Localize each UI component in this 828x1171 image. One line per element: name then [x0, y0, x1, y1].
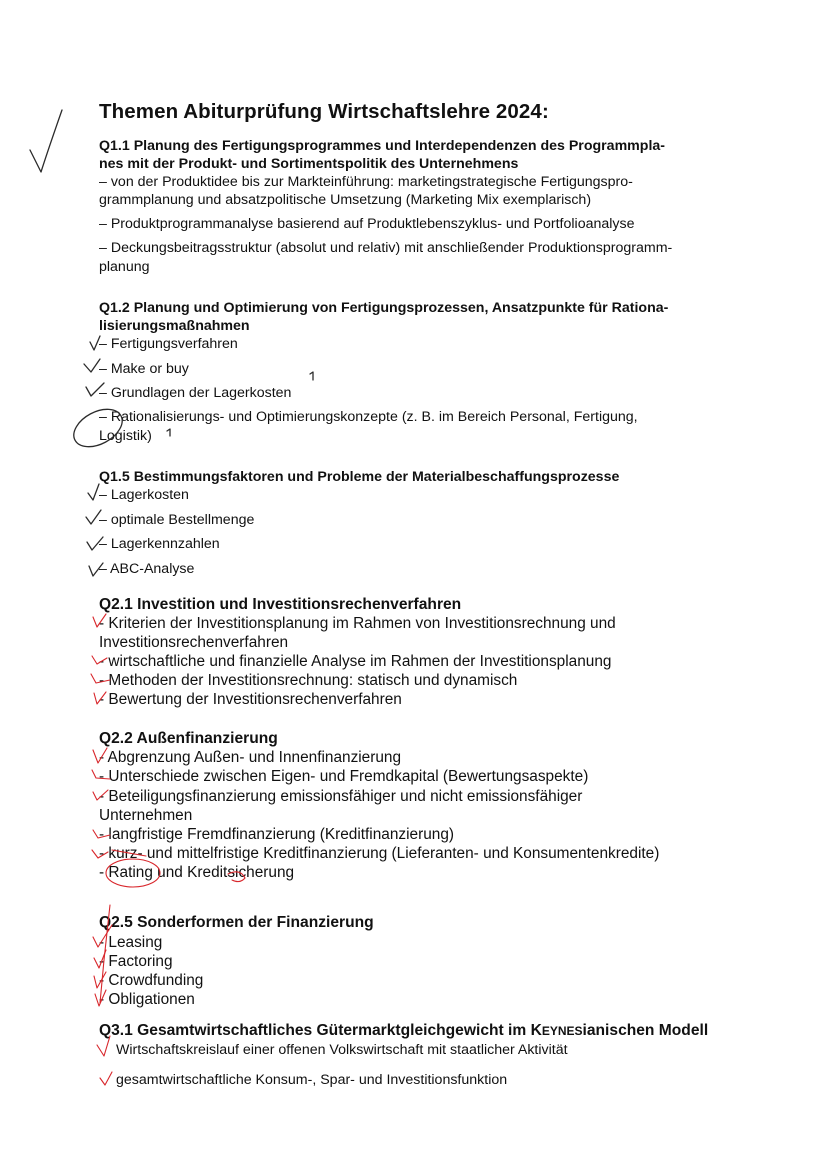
- q12-heading-line1: Q1.2 Planung und Optimierung von Fertigungsprozessen, Ansatzpunkte für Rationa-: [99, 300, 669, 316]
- page-title: Themen Abiturprüfung Wirtschaftslehre 2024:: [99, 100, 549, 123]
- q25-item2: - Factoring: [99, 953, 173, 970]
- q11-heading-line2: nes mit der Produkt- und Sortimentspolitik des Unternehmens: [99, 156, 519, 172]
- q11-item1-line1: – von der Produktidee bis zur Markteinführung: marketingstrategische Fertigungspro-: [99, 174, 633, 190]
- q22-item3-line2: Unternehmen: [99, 807, 193, 824]
- q22-heading: Q2.2 Außenfinanzierung: [99, 730, 278, 747]
- q11-heading-line1: Q1.1 Planung des Fertigungsprogrammes und Interdependenzen des Programmpla-: [99, 138, 666, 154]
- q25-item1: - Leasing: [99, 934, 163, 951]
- q21-item1-line2: Investitionsrechenverfahren: [99, 634, 289, 651]
- q21-item4: - Bewertung der Investitionsrechenverfahren: [99, 691, 402, 708]
- q22-item2: - Unterschiede zwischen Eigen- und Fremdkapital (Bewertungsaspekte): [99, 768, 589, 785]
- q25-heading: Q2.5 Sonderformen der Finanzierung: [99, 914, 374, 931]
- q21-item2: - wirtschaftliche und finanzielle Analyse im Rahmen der Investitionsplanung: [99, 653, 612, 670]
- q31-heading-k: K: [530, 1022, 542, 1039]
- q31-heading-smallcaps: EYNES: [541, 1024, 583, 1038]
- q21-item3: - Methoden der Investitionsrechnung: statisch und dynamisch: [99, 672, 518, 689]
- q12-item3: – Grundlagen der Lagerkosten: [99, 385, 292, 401]
- q31-heading: [99, 1022, 708, 1040]
- q31-item2: gesamtwirtschaftliche Konsum-, Spar- und Investitionsfunktion: [116, 1072, 508, 1088]
- checkmark-icon: [88, 484, 99, 500]
- q12-item2: – Make or buy: [99, 361, 189, 377]
- q22-item1: - Abgrenzung Außen- und Innenfinanzierung: [99, 749, 402, 766]
- q12-item1: – Fertigungsverfahren: [99, 336, 238, 352]
- q21-heading: Q2.1 Investition und Investitionsrechenverfahren: [99, 596, 462, 613]
- small-mark-icon: [167, 429, 170, 436]
- q15-item1: – Lagerkosten: [99, 487, 189, 503]
- q22-item5: - kurz- und mittelfristige Kreditfinanzierung (Lieferanten- und Konsumentenkredite): [99, 845, 660, 862]
- q22-item3-line1: - Beteiligungsfinanzierung emissionsfähiger und nicht emissionsfähiger: [99, 788, 583, 805]
- q12-item4-line2: Logistik): [99, 428, 152, 444]
- red-check-icon: [100, 1072, 112, 1085]
- q31-heading-pre: Q3.1 Gesamtwirtschaftliches Gütermarktgleichgewicht im: [99, 1022, 531, 1039]
- q25-item3: - Crowdfunding: [99, 972, 204, 989]
- q15-item3: – Lagerkennzahlen: [99, 536, 220, 552]
- q11-item1-line2: grammplanung und absatzpolitische Umsetzung (Marketing Mix exemplarisch): [99, 192, 592, 208]
- q15-item4: – ABC-Analyse: [99, 561, 195, 577]
- q15-heading: Q1.5 Bestimmungsfaktoren und Probleme der Materialbeschaffungsprozesse: [99, 469, 620, 485]
- q11-item3-line1: – Deckungsbeitragsstruktur (absolut und relativ) mit anschließender Produktionsprogramm-: [99, 240, 673, 256]
- q11-item2: – Produktprogrammanalyse basierend auf Produktlebenszyklus- und Portfolioanalyse: [99, 216, 635, 232]
- small-mark-icon: [310, 372, 313, 380]
- q22-item6: - Rating und Kreditsicherung: [99, 864, 295, 881]
- q21-item1-line1: - Kriterien der Investitionsplanung im Rahmen von Investitionsrechnung und: [99, 615, 616, 632]
- q12-item4-line1: – Rationalisierungs- und Optimierungskonzepte (z. B. im Bereich Personal, Fertigung,: [99, 409, 638, 425]
- q22-item4: - langfristige Fremdfinanzierung (Kreditfinanzierung): [99, 826, 455, 843]
- q31-heading-post: ianischen Modell: [582, 1022, 709, 1039]
- checkmark-icon: [84, 359, 100, 372]
- q15-item2: – optimale Bestellmenge: [99, 512, 255, 528]
- q11-item3-line2: planung: [99, 259, 150, 275]
- large-checkmark-icon: [30, 110, 62, 172]
- q25-item4: - Obligationen: [99, 991, 195, 1008]
- q31-item1: Wirtschaftskreislauf einer offenen Volkswirtschaft mit staatlicher Aktivität: [116, 1042, 568, 1058]
- q12-heading-line2: lisierungsmaßnahmen: [99, 318, 250, 334]
